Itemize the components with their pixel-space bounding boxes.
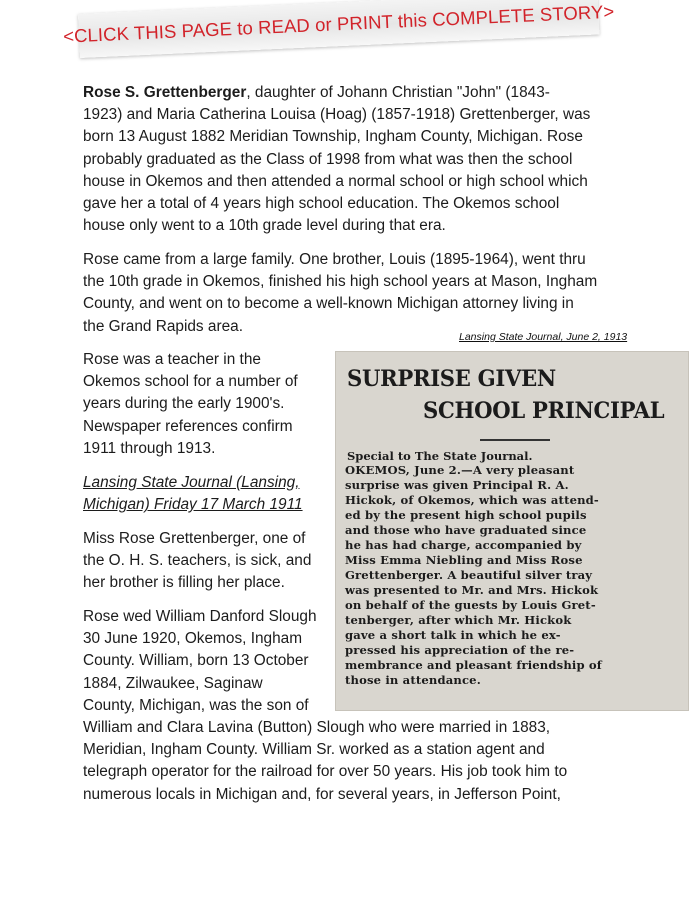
intro-paragraph xyxy=(83,82,623,237)
clipping-line: Grettenberger. A beautiful silver tray xyxy=(345,568,593,582)
intro-line: gave her a total of 4 years high school education. The Okemos school xyxy=(83,195,560,213)
family-line: the 10th grade in Okemos, finished his high school years at Mason, Ingham xyxy=(83,273,598,291)
teacher-paragraph xyxy=(83,349,333,460)
marriage-line: County. William, born 13 October xyxy=(83,652,309,670)
complete-story-link-label: <CLICK THIS PAGE to READ or PRINT this COMPLETE STORY> xyxy=(62,0,615,47)
clipping-divider xyxy=(480,439,550,441)
clipping-line: on behalf of the guests by Louis Gret- xyxy=(345,598,596,612)
intro-line: probably graduated as the Class of 1998 from what was then the school xyxy=(83,150,573,168)
clipping-line: surprise was given Principal R. A. xyxy=(345,478,569,492)
citation-line: Lansing State Journal (Lansing, xyxy=(83,474,300,491)
family-line: the Grand Rapids area. xyxy=(83,317,243,335)
marriage-line: 30 June 1920, Okemos, Ingham xyxy=(83,630,303,648)
marriage-line: Meridian, Ingham County. William Sr. worked as a station agent and xyxy=(83,741,545,759)
clipping-line: gave a short talk in which he ex- xyxy=(345,628,561,642)
quote-line: the O. H. S. teachers, is sick, and xyxy=(83,552,312,570)
clipping-headline-2: SCHOOL PRINCIPAL xyxy=(423,398,665,424)
family-line: Rose came from a large family. One brother, Louis (1895-1964), went thru xyxy=(83,251,586,268)
complete-story-link[interactable] xyxy=(62,0,615,58)
clipping-headline-1: SURPRISE GIVEN xyxy=(347,366,556,392)
person-name: Rose S. Grettenberger xyxy=(83,84,247,101)
clipping-line: OKEMOS, June 2.—A very pleasant xyxy=(345,463,575,477)
clipping-line: pressed his appreciation of the re- xyxy=(345,643,575,657)
quote-line: her brother is filling her place. xyxy=(83,574,285,592)
clipping-line: and those who have graduated since xyxy=(345,523,587,537)
clipping-line: those in attendance. xyxy=(345,673,481,687)
clipping-line: Hickok, of Okemos, which was attend- xyxy=(345,493,599,507)
teacher-line: Newspaper references confirm xyxy=(83,417,293,435)
newspaper-citation xyxy=(83,472,333,516)
clipping-byline: Special to The State Journal. xyxy=(347,449,533,463)
family-line: County, and went on to become a well-known Michigan attorney living in xyxy=(83,295,574,313)
clipping-line: Miss Emma Niebling and Miss Rose xyxy=(345,553,583,567)
intro-line: born 13 August 1882 Meridian Township, Ingham County, Michigan. Rose xyxy=(83,128,583,146)
clipping-line: ed by the present high school pupils xyxy=(345,508,587,522)
family-paragraph xyxy=(83,249,623,338)
teacher-line: 1911 through 1913. xyxy=(83,439,216,457)
newspaper-clipping xyxy=(335,351,689,711)
intro-line: house in Okemos and then attended a normal school or high school which xyxy=(83,172,588,190)
clipping-line: was presented to Mr. and Mrs. Hickok xyxy=(345,583,599,597)
clipping-line: membrance and pleasant friendship of xyxy=(345,658,602,672)
marriage-line: County, Michigan, was the son of xyxy=(83,696,309,714)
marriage-line: numerous locals in Michigan and, for several years, in Jefferson Point, xyxy=(83,785,561,803)
quote-line: Miss Rose Grettenberger, one of xyxy=(83,530,306,547)
teacher-line: years during the early 1900's. xyxy=(83,395,285,413)
teacher-line: Rose was a teacher in the xyxy=(83,351,261,368)
intro-line: Rose S. Grettenberger, daughter of Johann Christian "John" (1843- xyxy=(83,84,550,101)
intro-line: house only went to a 10th grade level during that era. xyxy=(83,217,446,235)
clipping-caption: Lansing State Journal, June 2, 1913 xyxy=(459,331,628,343)
newspaper-quote xyxy=(83,528,333,595)
marriage-line: 1884, Zilwaukee, Saginaw xyxy=(83,674,263,692)
clipping-line: tenberger, after which Mr. Hickok xyxy=(345,613,572,627)
marriage-line: Rose wed William Danford Slough xyxy=(83,608,317,625)
intro-line: 1923) and Maria Catherina Louisa (Hoag) (1857-1918) Grettenberger, was xyxy=(83,106,591,124)
clipping-line: he has had charge, accompanied by xyxy=(345,538,582,552)
marriage-line: telegraph operator for the railroad for over 50 years. His job took him to xyxy=(83,763,568,781)
teacher-line: Okemos school for a number of xyxy=(83,373,298,391)
citation-line: Michigan) Friday 17 March 1911 xyxy=(83,496,303,514)
marriage-line: William and Clara Lavina (Button) Slough who were married in 1883, xyxy=(83,719,551,737)
